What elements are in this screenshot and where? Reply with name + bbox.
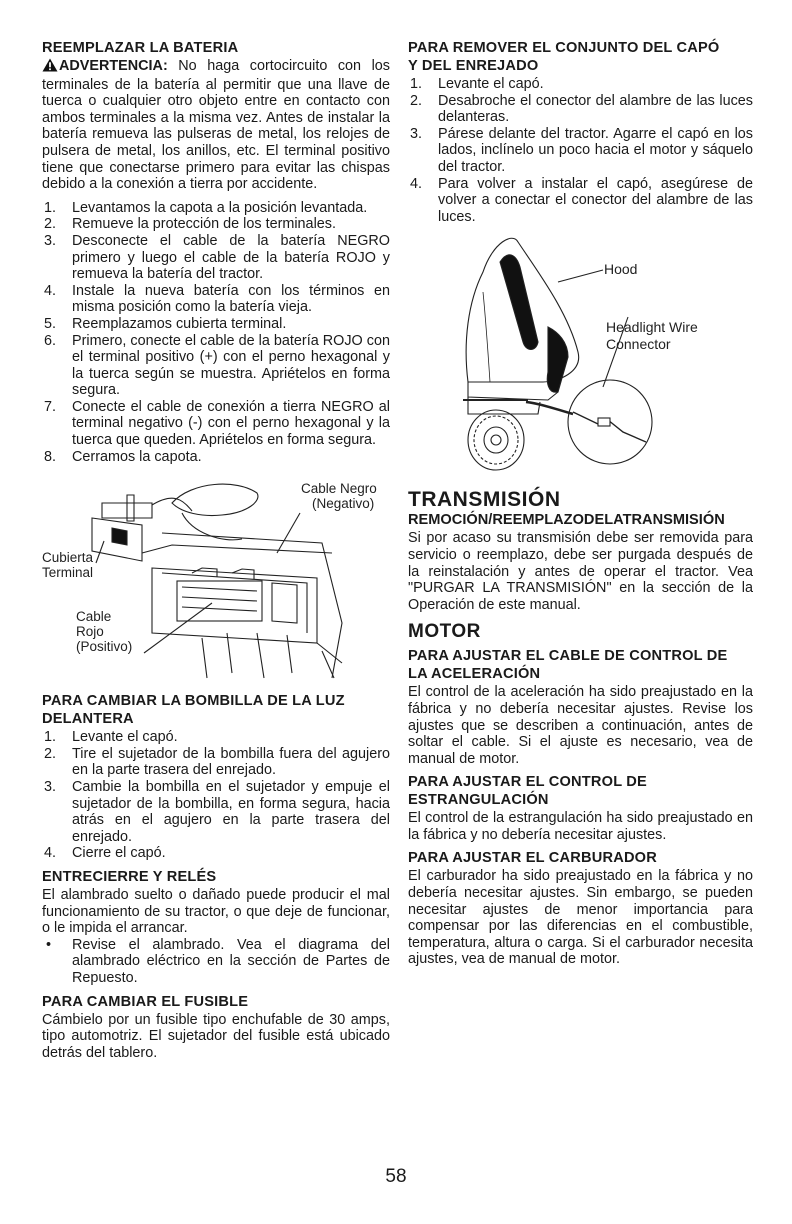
carburetor-heading: PARA AJUSTAR EL CARBURADOR bbox=[408, 850, 657, 867]
list-item: • Revise el alambrado. Vea el diagrama del alambrado eléctrico en la sección de Partes de Repuesto. bbox=[46, 936, 390, 986]
list-item: 4. Para volver a instalar el capó, asegúrese de volver a conectar el conector del alambre de las luces. bbox=[410, 175, 753, 225]
list-item: 1. Levante el capó. bbox=[410, 76, 544, 92]
warning-triangle-icon bbox=[42, 58, 58, 77]
list-item: 7. Conecte el cable de conexión a tierra NEGRO al terminal negativo (-) con el perno hexagonal y la tuerca que queden. Apriételos en forma segura. bbox=[44, 398, 390, 449]
list-item: 1. Levante el capó. bbox=[44, 729, 178, 746]
throttle-text: El control de la aceleración ha sido preajustado en la fábrica y no debería necesitar ajustes. Revise los ajustes que se describen a continuación, antes de soltar el cable. Si el ajuste es necesario, vea de manual de motor. bbox=[408, 684, 753, 767]
wiring-bullets bbox=[42, 937, 390, 987]
transmission-heading: TRANSMISIÓN bbox=[408, 488, 561, 512]
battery-steps bbox=[42, 200, 390, 466]
label-rojo: Rojo bbox=[76, 624, 104, 640]
transmission-text: Si por acaso su transmisión debe ser removida para servicio o reemplazo, debe ser purgada después de la reinstalación y antes de operar el tractor. Vea "PURGAR LA TRANSMISIÓN" en la sección de la Operación de este manual. bbox=[408, 530, 753, 613]
carburetor-text: El carburador ha sido preajustado en la fábrica y no debería necesitar ajustes. Sin embargo, se pueden necesitar ajustes de menor importancia para compensar por las diferencias en el combustible, temperatura, altura o carga. Si el carburador necesita ajustes, vea de manual de motor. bbox=[408, 868, 753, 968]
fuse-text: Cámbielo por un fusible tipo enchufable de 30 amps, tipo automotriz. El sujetador del fusible está ubicado detrás del tablero. bbox=[42, 1011, 390, 1061]
label-positivo: (Positivo) bbox=[76, 639, 133, 655]
battery-figure bbox=[42, 473, 390, 685]
list-item: 3. Párese delante del tractor. Agarre el capó en los lados, inclínelo un poco hacia el motor y sáquelo del tractor. bbox=[410, 125, 753, 175]
hood-heading-line2: Y DEL ENREJADO bbox=[408, 58, 539, 74]
list-item: 1. Levantamos la capota a la posición levantada. bbox=[44, 199, 368, 216]
battery-heading: REEMPLAZAR LA BATERIA bbox=[42, 40, 239, 56]
battery-warning bbox=[42, 58, 390, 193]
throttle-heading-line2: LA ACELERACIÓN bbox=[408, 666, 541, 683]
list-item: 2. Desabroche el conector del alambre de las luces delanteras. bbox=[410, 92, 753, 126]
hood-illustration bbox=[408, 232, 753, 480]
hood-heading-line1: PARA REMOVER EL CONJUNTO DEL CAPÓ bbox=[408, 40, 720, 56]
list-item: 4. Instale la nueva batería con los términos en misma posición como la batería vieja. bbox=[44, 282, 390, 316]
motor-heading: MOTOR bbox=[408, 621, 481, 643]
label-cable: Cable bbox=[76, 609, 112, 625]
list-item: 8. Cerramos la capota. bbox=[44, 448, 202, 465]
list-item: 2. Remueve la protección de los terminales. bbox=[44, 216, 336, 233]
list-item: 2. Tire el sujetador de la bombilla fuera del agujero en la parte trasera del enrejado. bbox=[44, 745, 390, 779]
list-item: 6. Primero, conecte el cable de la batería ROJO con el terminal positivo (+) con el perno hexagonal y la tuerca según se muestra. Apriételos en forma segura. bbox=[44, 332, 390, 399]
bulb-heading-line2: DELANTERA bbox=[42, 711, 134, 728]
label-cable-negro: Cable Negro bbox=[301, 481, 377, 497]
list-item: 3. Cambie la bombilla en el sujetador y empuje el sujetador de la bombilla, en forma segura, hacia atrás en el agujero en la parte trasera del enrejado. bbox=[44, 779, 390, 845]
throttle-heading-line1: PARA AJUSTAR EL CABLE DE CONTROL DE bbox=[408, 648, 728, 665]
wiring-text: El alambrado suelto o dañado puede producir el mal funcionamiento de su tractor, o que deje de funcionar, o le impida el arrancar. bbox=[42, 887, 390, 937]
bulb-heading-line1: PARA CAMBIAR LA BOMBILLA DE LA LUZ bbox=[42, 693, 345, 710]
label-connector: Connector bbox=[606, 336, 671, 353]
list-item: 4. Cierre el capó. bbox=[44, 845, 166, 862]
choke-text: El control de la estrangulación ha sido preajustado en la fábrica y no debería necesitar ajustes. bbox=[408, 810, 753, 843]
choke-heading-line1: PARA AJUSTAR EL CONTROL DE bbox=[408, 774, 647, 791]
label-negativo: (Negativo) bbox=[312, 496, 375, 512]
left-column bbox=[42, 40, 390, 1068]
right-column bbox=[408, 40, 753, 975]
transmission-subheading: REMOCIÓN/REEMPLAZODELATRANSMISIÓN bbox=[408, 512, 725, 529]
page-number: 58 bbox=[385, 1166, 407, 1187]
label-hood: Hood bbox=[604, 261, 638, 278]
hood-steps bbox=[408, 76, 753, 225]
warning-text: No haga cortocircuito con los terminales de la batería al permitir que una llave de tuerca o cualquier otro objeto entre en contacto con ambos terminales a la misma vez. Antes de instalar la batería remueva las pulseras de metal, los relojes de pulsera de metal, los anillos, etc. El terminal positivo tiene que conectarse primero para evitar las chispas debido a la conexión a tierra por accidente. bbox=[42, 58, 390, 193]
label-terminal: Terminal bbox=[42, 565, 94, 581]
label-cubierta: Cubierta bbox=[42, 550, 94, 566]
fuse-heading: PARA CAMBIAR EL FUSIBLE bbox=[42, 993, 249, 1010]
label-headlight-wire: Headlight Wire bbox=[606, 319, 698, 336]
list-item: 3. Desconecte el cable de la batería NEGRO primero y luego el cable de la batería ROJO y remueva la batería del tractor. bbox=[44, 232, 390, 283]
hood-figure bbox=[408, 232, 753, 480]
choke-heading-line2: ESTRANGULACIÓN bbox=[408, 792, 549, 809]
list-item: 5. Reemplazamos cubierta terminal. bbox=[44, 315, 287, 332]
warning-label: ADVERTENCIA: bbox=[59, 58, 168, 74]
wiring-heading: ENTRECIERRE Y RELÉS bbox=[42, 869, 217, 885]
bulb-steps bbox=[42, 729, 390, 862]
